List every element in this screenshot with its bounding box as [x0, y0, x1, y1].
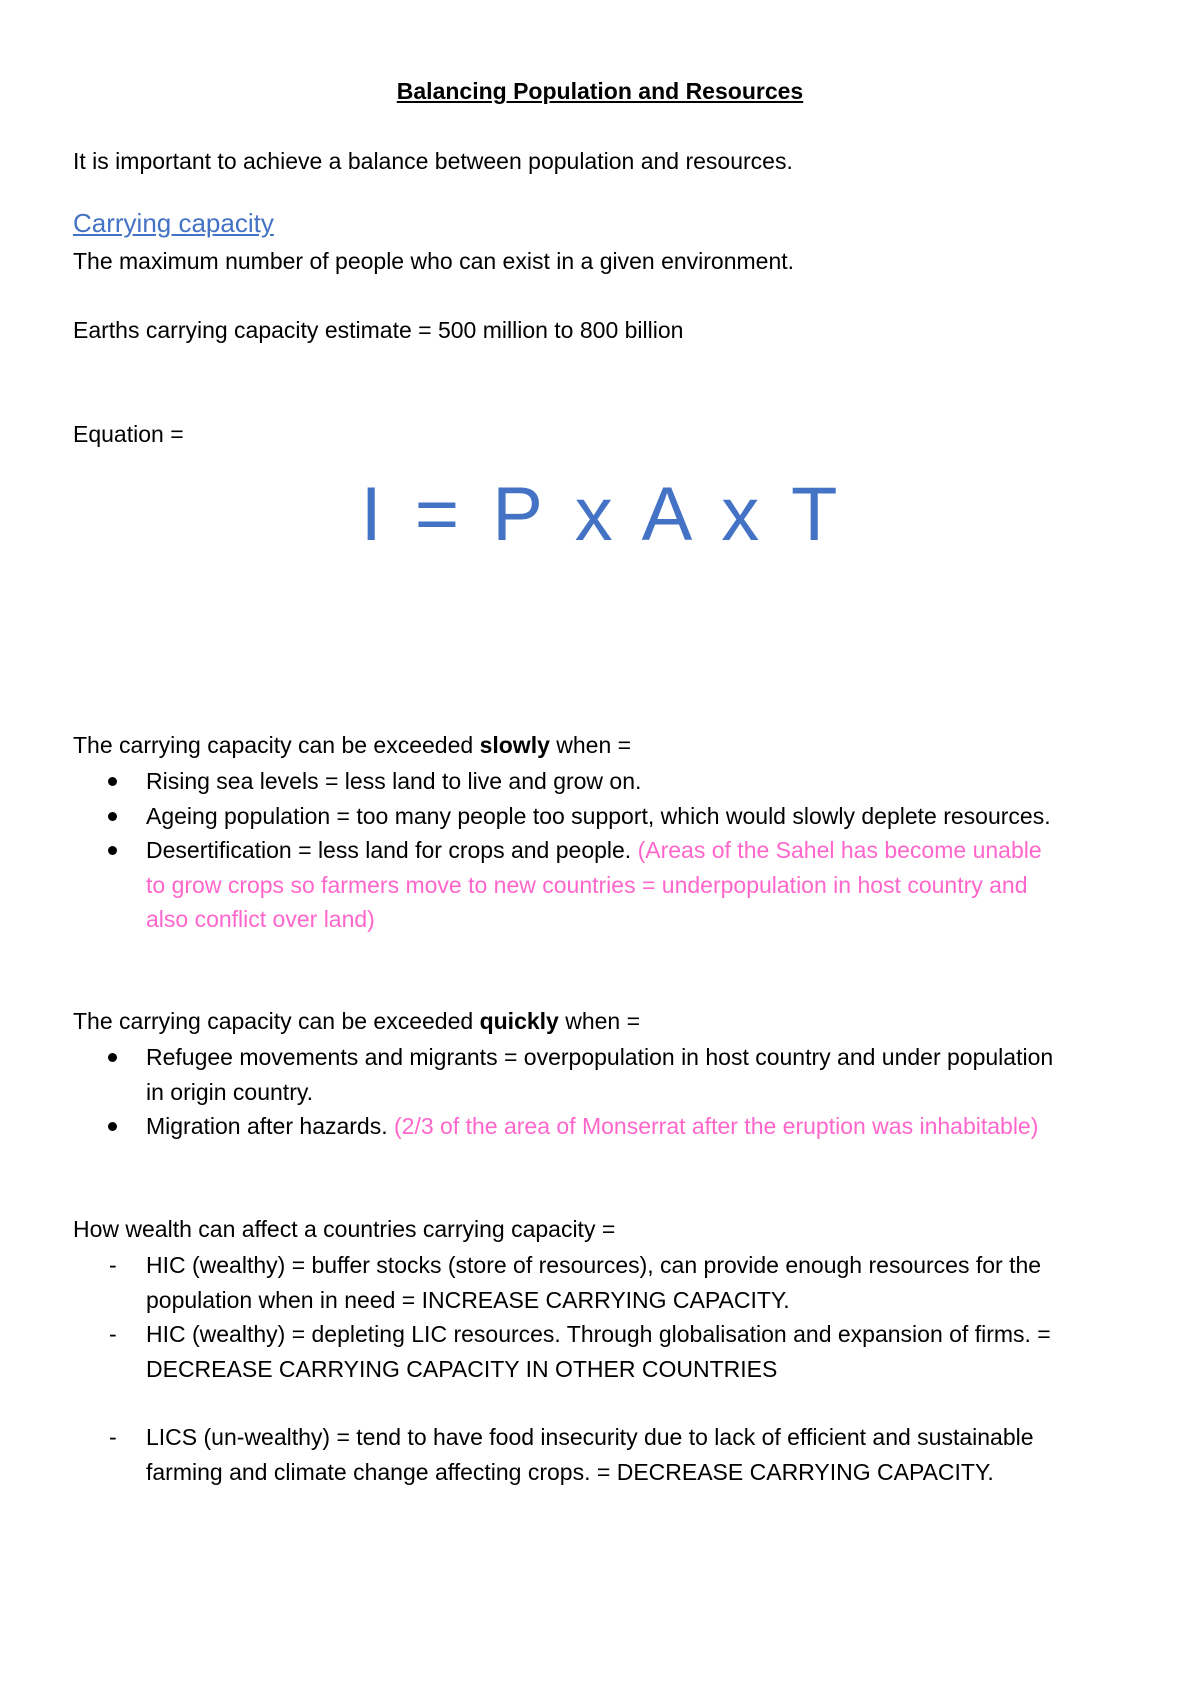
bullet-icon — [108, 1122, 117, 1131]
dash-icon: - — [109, 1424, 117, 1450]
wealth-dash-list — [73, 1248, 1153, 1489]
carrying-capacity-heading: Carrying capacity — [73, 208, 274, 238]
slowly-bullet-list — [73, 764, 1153, 937]
bullet-icon — [108, 1053, 117, 1062]
list-item-text: Desertification = less land for crops and people. — [146, 837, 638, 863]
quickly-lead — [73, 1004, 640, 1038]
wealth-lead: How wealth can affect a countries carrying capacity = — [73, 1216, 616, 1242]
list-item-text: HIC (wealthy) = buffer stocks (store of resources), can provide enough resources for the population when in need = INCREASE CARRYING CAPACITY. — [146, 1252, 1042, 1313]
slowly-lead — [73, 728, 631, 762]
slowly-lead-bold: slowly — [479, 732, 550, 758]
list-item — [73, 1109, 1153, 1144]
list-item — [73, 1248, 1153, 1317]
list-item-note: (2/3 of the area of Monserrat after the eruption was inhabitable) — [394, 1113, 1039, 1139]
list-item-text: LICS (un-wealthy) = tend to have food insecurity due to lack of efficient and sustainable farming and climate change affecting crops. = DECREASE CARRYING CAPACITY. — [146, 1424, 1034, 1485]
list-item-text: Rising sea levels = less land to live and grow on. — [146, 768, 642, 794]
list-item-text: HIC (wealthy) = depleting LIC resources. Through globalisation and expansion of firms. = DECREASE CARRYING CAPACITY IN OTHER COUNTRIES — [146, 1321, 1051, 1382]
list-item-note: (Areas of the Sahel has become unable to grow crops so farmers move to new countries = underpopulation in host country and also conflict over land) — [146, 837, 1042, 932]
list-item-text: Ageing population = too many people too support, which would slowly deplete resources. — [146, 802, 1051, 829]
intro-text: It is important to achieve a balance between population and resources. — [73, 148, 793, 174]
slowly-lead-before: The carrying capacity can be exceeded — [73, 732, 480, 758]
carrying-capacity-definition: The maximum number of people who can exist in a given environment. — [73, 248, 795, 274]
list-item — [73, 1040, 1153, 1109]
quickly-lead-bold: quickly — [479, 1008, 559, 1034]
carrying-capacity-estimate: Earths carrying capacity estimate = 500 million to 800 billion — [73, 317, 684, 343]
list-item — [73, 764, 1153, 799]
list-item-text: Refugee movements and migrants = overpopulation in host country and under population in origin country. — [146, 1044, 1054, 1105]
list-item — [73, 799, 1153, 834]
dash-icon: - — [109, 1252, 117, 1278]
quickly-bullet-list — [73, 1040, 1153, 1144]
equation-label: Equation = — [73, 421, 184, 447]
slowly-lead-after: when = — [549, 732, 632, 758]
page-title: Balancing Population and Resources — [396, 78, 804, 104]
quickly-lead-after: when = — [558, 1008, 641, 1034]
bullet-icon — [108, 812, 117, 821]
list-item-text: Migration after hazards. — [146, 1113, 395, 1139]
list-item — [73, 1317, 1153, 1386]
bullet-icon — [108, 777, 117, 786]
list-spacer — [73, 1386, 1153, 1420]
bullet-icon — [108, 846, 117, 855]
dash-icon: - — [109, 1321, 117, 1347]
quickly-lead-before: The carrying capacity can be exceeded — [73, 1008, 480, 1034]
equation-formula: I = P x A x T — [360, 472, 840, 557]
list-item — [73, 833, 1153, 937]
list-item — [73, 1420, 1153, 1489]
